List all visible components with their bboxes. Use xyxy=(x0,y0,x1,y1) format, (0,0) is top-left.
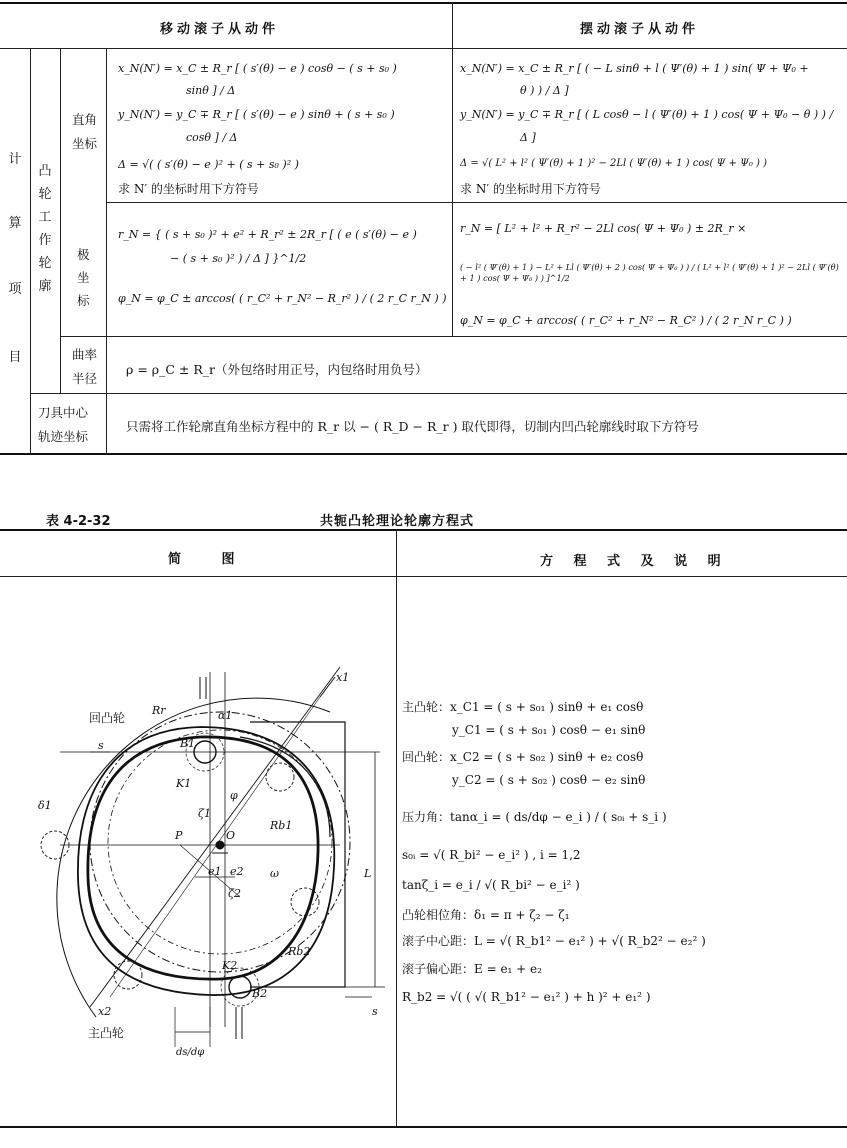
eq-moving-polar-r-cont: − ( s + s₀ )² ) / Δ ] }^1/2 xyxy=(170,252,307,265)
eq-main-cam-y: y_C1 = ( s + s₀₁ ) cosθ − e₁ sinθ xyxy=(452,723,646,737)
eq-Rb2: R_b2 = √( ( √( R_b1² − e₁² ) + h )² + e₁² ) xyxy=(402,990,651,1004)
table-title: 共轭凸轮理论轮廓方程式 xyxy=(320,514,475,529)
eq-moving-cart-delta: Δ = √( ( s′(θ) − e )² + ( s + s₀ )² ) xyxy=(118,158,299,171)
label-return-cam: 回凸轮 xyxy=(89,711,126,725)
eq-main-cam-x: 主凸轮：x_C1 = ( s + s₀₁ ) sinθ + e₁ cosθ xyxy=(402,700,644,714)
table1-vline-1 xyxy=(30,48,31,453)
eq-swing-cart-delta: Δ = √( L² + l² ( Ψ′(θ) + 1 )² − 2Ll ( Ψ′(θ) + 1 ) cos( Ψ + Ψ₀ ) ) xyxy=(460,158,768,169)
row-label-polar-2: 坐 xyxy=(77,270,90,285)
eq-s0i: s₀ᵢ = √( R_bi² − e_i² ) , i = 1,2 xyxy=(402,848,581,862)
row-label-cartesian-2: 坐标 xyxy=(72,136,98,151)
row-label-cartesian-1: 直角 xyxy=(72,112,98,127)
table1-vline-2 xyxy=(60,48,61,393)
row-label-cutter-1: 刀具中心 xyxy=(38,405,89,420)
cam-label-char: 凸 xyxy=(38,164,52,179)
row-label-polar-1: 极 xyxy=(77,247,90,262)
eq-moving-cart-y: y_N(N′) = y_C ∓ R_r [ ( s′(θ) − e ) sinθ + ( s + s₀ ) xyxy=(118,108,395,121)
label-O: O xyxy=(226,829,236,842)
table1-row-rule-2 xyxy=(60,336,847,337)
cam-label-char: 轮 xyxy=(38,256,52,271)
label-P: P xyxy=(175,829,183,842)
label-zeta2: ζ2 xyxy=(228,887,241,900)
label-phi: φ xyxy=(230,789,238,802)
table2-bottom-rule xyxy=(0,1126,847,1128)
eq-pressure-angle: 压力角：tanα_i = ( ds/dφ − e_i ) / ( s₀ᵢ + s_i ) xyxy=(402,810,667,824)
eq-moving-cart-x-cont: sinθ ] / Δ xyxy=(186,84,236,97)
eq-curvature: ρ = ρ_C ± R_r（外包络时用正号，内包络时用负号） xyxy=(126,362,428,377)
note-cutter-path: 只需将工作轮廓直角坐标方程中的 R_r 以 − ( R_D − R_r ) 取代即得，切制内凹凸轮廓线时取下方符号 xyxy=(126,419,699,434)
note-moving-cart: 求 N′ 的坐标时用下方符号 xyxy=(118,182,259,196)
eq-swing-cart-y-cont: Δ ] xyxy=(520,131,536,144)
label-K2: K2 xyxy=(222,959,238,972)
label-K1: K1 xyxy=(176,777,192,790)
eq-swing-cart-x: x_N(N′) = x_C ± R_r [ ( − L sinθ + l ( Ψ′(θ) + 1 ) sin( Ψ + Ψ₀ + xyxy=(460,62,809,75)
row-label-polar-3: 标 xyxy=(77,293,90,308)
label-alpha1: α1 xyxy=(218,709,233,722)
table2-vline-mid xyxy=(396,529,397,1126)
table1-row-rule-1 xyxy=(106,202,847,203)
cam-label-char: 工 xyxy=(38,210,52,225)
label-e1: e1 xyxy=(208,865,222,878)
row-label-curvature-1: 曲率 xyxy=(72,347,98,362)
eq-roller-center-distance: 滚子中心距：L = √( R_b1² − e₁² ) + √( R_b2² − e₂² ) xyxy=(402,934,706,948)
eq-moving-polar-r: r_N = { ( s + s₀ )² + e² + R_r² ± 2R_r [ ( e ( s′(θ) − e ) xyxy=(118,228,417,241)
label-zeta1: ζ1 xyxy=(198,807,211,820)
table2-top-rule xyxy=(0,529,847,531)
eq-swing-polar-r: r_N = [ L² + l² + R_r² − 2Ll cos( Ψ + Ψ₀ ) ± 2R_r × xyxy=(460,222,747,235)
label-Rb2: Rb2 xyxy=(288,945,311,958)
cam-label-char: 廓 xyxy=(38,279,52,294)
eq-phase-angle: 凸轮相位角：δ₁ = π + ζ₂ − ζ₁ xyxy=(402,908,570,922)
eq-moving-cart-y-cont: cosθ ] / Δ xyxy=(186,131,238,144)
label-Rb1: Rb1 xyxy=(270,819,293,832)
table1-row-rule-3 xyxy=(30,393,847,394)
label-x2: x2 xyxy=(98,1005,112,1018)
side-label-char: 算 xyxy=(8,216,22,231)
label-L: L xyxy=(364,867,372,880)
cam-label-char: 轮 xyxy=(38,187,52,202)
eq-moving-polar-phi: φ_N = φ_C ± arccos( ( r_C² + r_N² − R_r² ) / ( 2 r_C r_N ) ) xyxy=(118,292,447,305)
cam-label-char: 作 xyxy=(38,233,52,248)
header-equation: 方 程 式 及 说 明 xyxy=(540,554,729,569)
header-sketch: 简 图 xyxy=(168,552,253,567)
table1-top-rule xyxy=(0,2,847,4)
row-label-cutter-2: 轨迹坐标 xyxy=(38,429,89,444)
table1-vline-3 xyxy=(106,48,107,453)
label-x1: x1 xyxy=(336,671,350,684)
label-omega: ω xyxy=(270,867,279,880)
eq-return-cam-y: y_C2 = ( s + s₀₂ ) cosθ − e₂ sinθ xyxy=(452,773,646,787)
label-e2: e2 xyxy=(230,865,244,878)
label-main-cam: 主凸轮 xyxy=(88,1026,125,1040)
conjugate-cam-diagram xyxy=(0,577,396,1125)
eq-swing-polar-phi: φ_N = φ_C + arccos( ( r_C² + r_N² − R_C² ) / ( 2 r_N r_C ) ) xyxy=(460,314,792,327)
eq-return-cam-x: 回凸轮：x_C2 = ( s + s₀₂ ) sinθ + e₂ cosθ xyxy=(402,750,644,764)
side-label-char: 项 xyxy=(8,282,22,297)
eq-tan-zeta: tanζ_i = e_i / √( R_bi² − e_i² ) xyxy=(402,878,580,892)
table1-bottom-rule xyxy=(0,453,847,455)
side-label-char: 目 xyxy=(8,350,22,365)
eq-moving-cart-x: x_N(N′) = x_C ± R_r [ ( s′(θ) − e ) cosθ − ( s + s₀ ) xyxy=(118,62,397,75)
note-swing-cart: 求 N′ 的坐标时用下方符号 xyxy=(460,182,601,196)
label-B1: B1 xyxy=(180,737,196,750)
label-s-top: s xyxy=(98,739,104,752)
header-moving-follower: 移动滚子从动件 xyxy=(160,22,280,37)
table1-header-rule xyxy=(0,48,847,49)
label-Rr: Rr xyxy=(152,704,166,717)
eq-roller-offset: 滚子偏心距：E = e₁ + e₂ xyxy=(402,962,542,976)
eq-swing-cart-y: y_N(N′) = y_C ∓ R_r [ ( L cosθ − l ( Ψ′(θ) + 1 ) cos( Ψ + Ψ₀ − θ ) ) / xyxy=(460,108,834,121)
side-label-char: 计 xyxy=(8,152,22,167)
label-ds-dphi: ds/dφ xyxy=(176,1047,205,1058)
table1-vline-mid xyxy=(452,2,453,336)
table-number: 表 4-2-32 xyxy=(46,514,111,529)
row-label-curvature-2: 半径 xyxy=(72,371,98,386)
header-swing-follower: 摆动滚子从动件 xyxy=(580,22,700,37)
label-s-bottom: s xyxy=(372,1005,378,1018)
eq-swing-polar-r-fraction: ( − l² ( Ψ′(θ) + 1 ) − L² + Ll ( Ψ′(θ) + 2 ) cos( Ψ + Ψ₀ ) ) / ( L² + l² ( Ψ′(θ) + 1 )² − 2Ll ( Ψ′(θ) + 1 ) cos( Ψ + Ψ₀ ) ) ]^1/2 xyxy=(460,262,839,284)
eq-swing-cart-x-cont: θ ) ) / Δ ] xyxy=(520,84,569,97)
label-B2: B2 xyxy=(252,987,268,1000)
label-delta1: δ1 xyxy=(38,799,52,812)
